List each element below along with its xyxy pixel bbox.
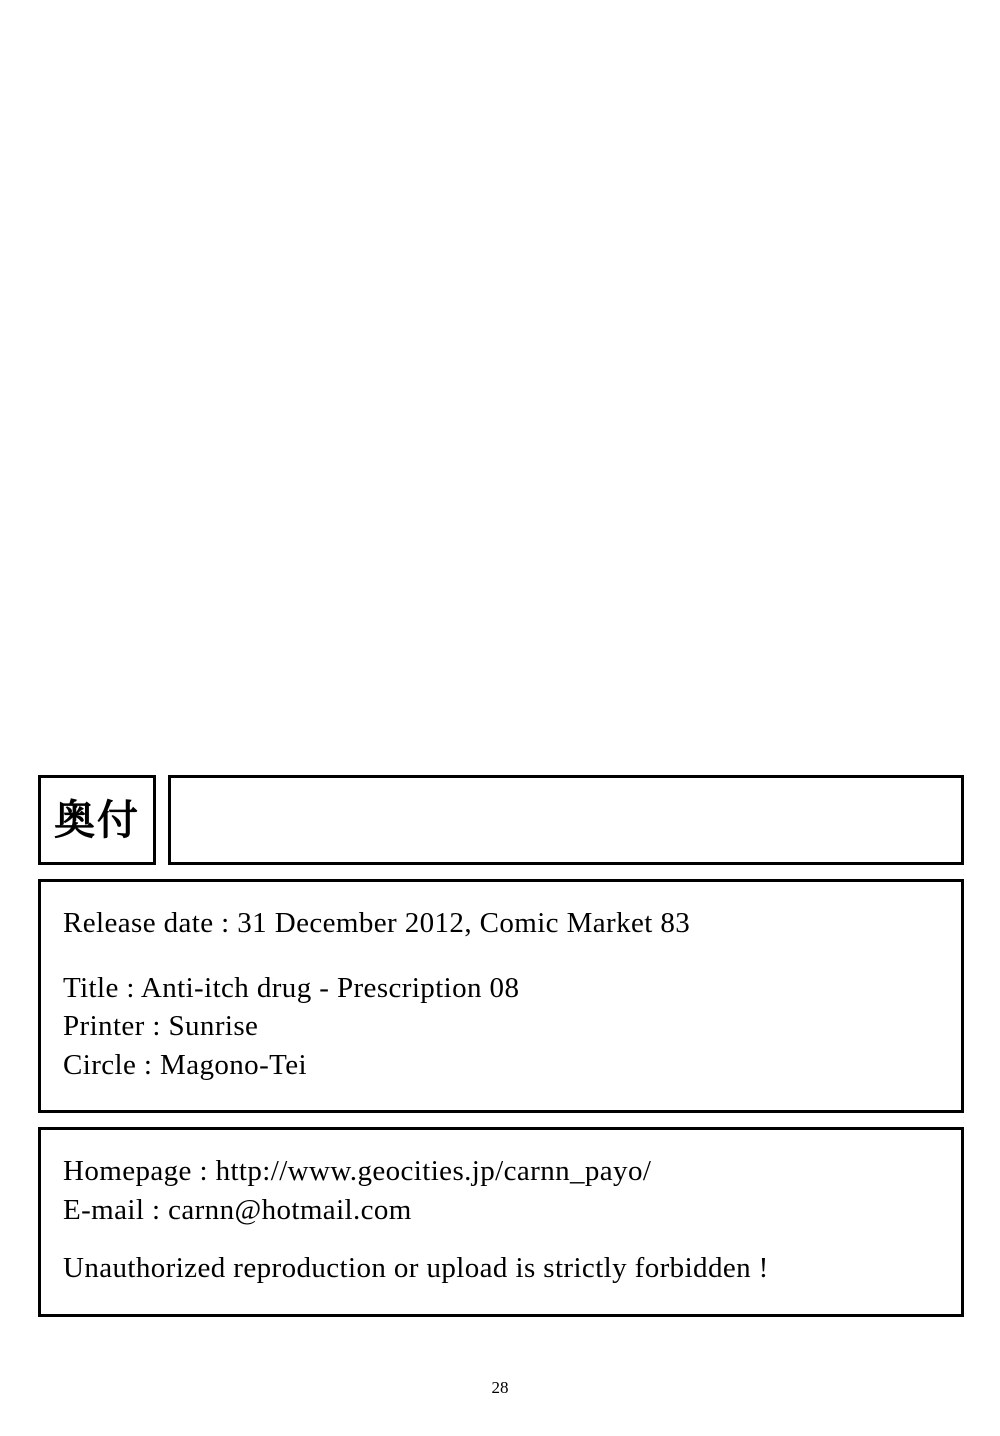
colophon-header-label: 奥付 — [38, 775, 156, 865]
contact-info-box — [38, 1127, 964, 1317]
publication-info-box — [38, 879, 964, 1113]
contact-spacer — [63, 1229, 939, 1249]
colophon-block — [38, 775, 964, 1317]
homepage-line: Homepage : http://www.geocities.jp/carnn_payo/ — [63, 1155, 652, 1188]
info-spacer — [63, 943, 939, 969]
copyright-notice-line: Unauthorized reproduction or upload is strictly forbidden ! — [63, 1252, 769, 1285]
email-line: E-mail : carnn@hotmail.com — [63, 1193, 412, 1226]
page-number: 28 — [491, 1378, 509, 1397]
colophon-header-row — [38, 775, 964, 865]
title-line: Title : Anti-itch drug - Prescription 08 — [63, 971, 520, 1004]
printer-line: Printer : Sunrise — [63, 1010, 259, 1043]
circle-line: Circle : Magono-Tei — [63, 1048, 307, 1081]
release-date-line: Release date : 31 December 2012, Comic Market 83 — [63, 907, 691, 939]
colophon-header-empty-box — [168, 775, 964, 865]
